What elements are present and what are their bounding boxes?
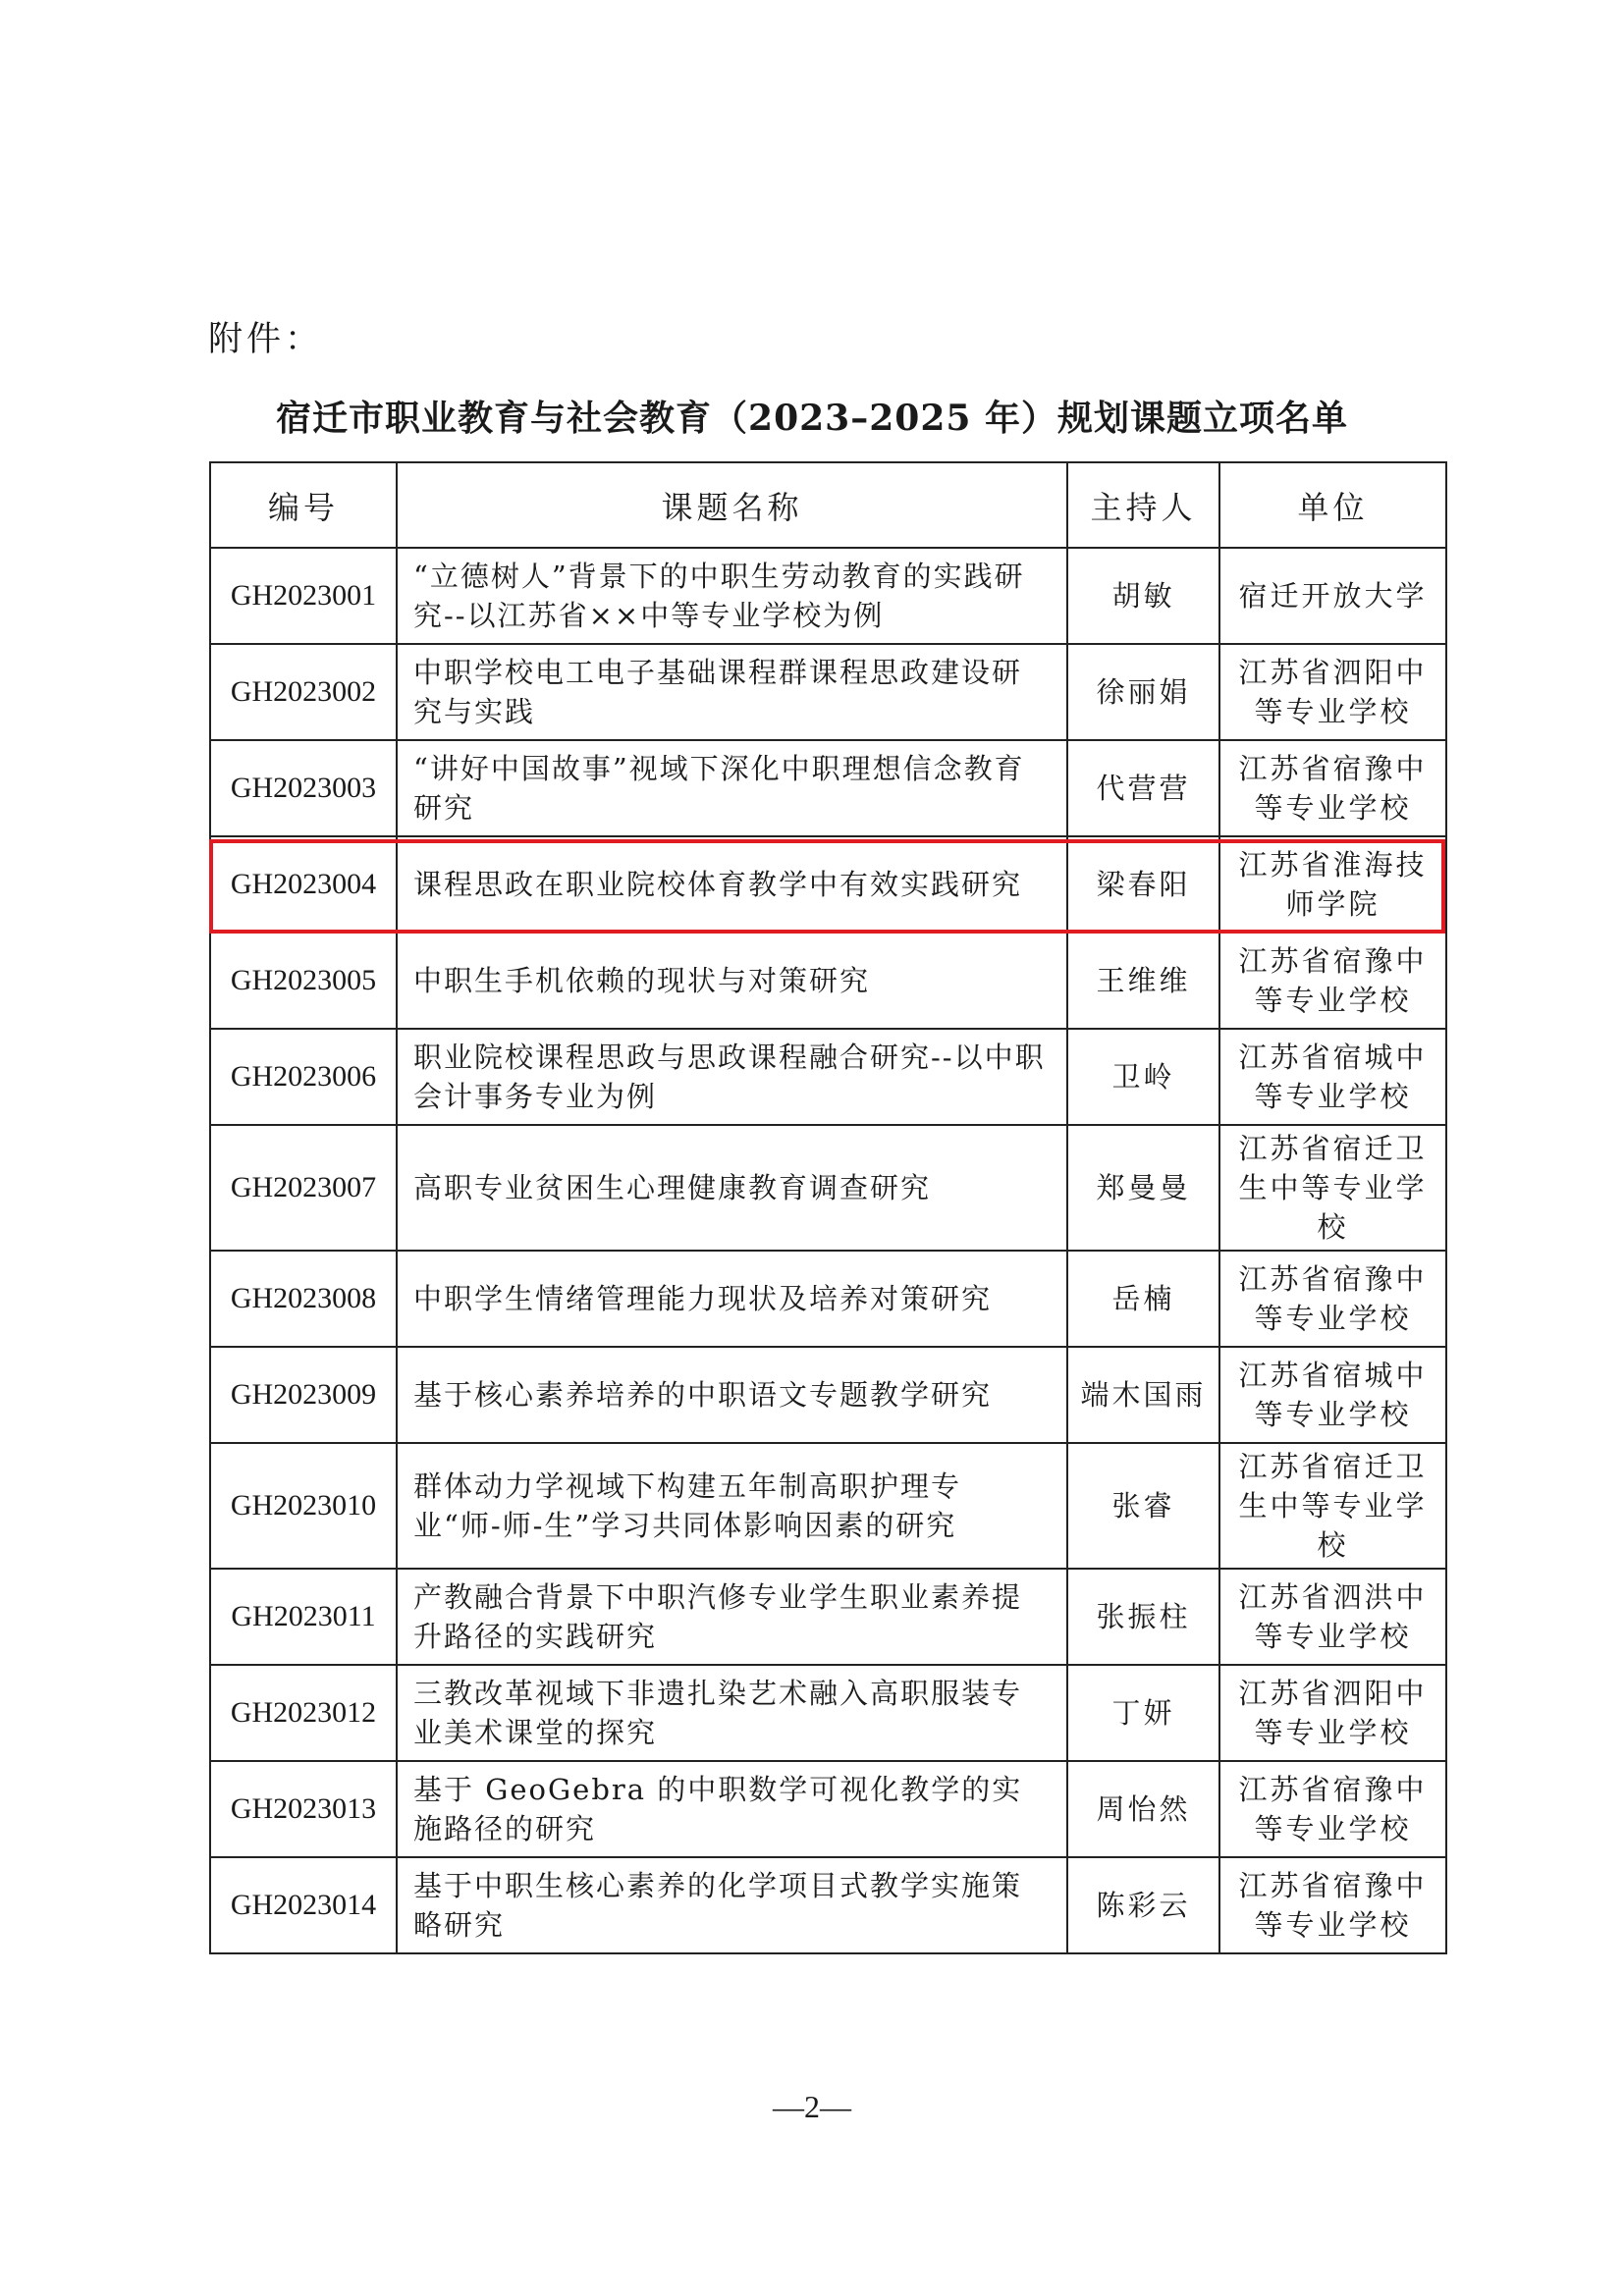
attachment-label: 附件： [208,320,324,359]
cell-code: GH2023009 [210,1347,397,1443]
cell-topic: 中职学校电工电子基础课程群课程思政建设研究与实践 [397,644,1067,740]
cell-unit: 江苏省宿豫中等专业学校 [1219,1251,1446,1347]
cell-topic: “立德树人”背景下的中职生劳动教育的实践研究--以江苏省××中等专业学校为例 [397,548,1067,644]
cell-unit: 江苏省淮海技师学院 [1219,836,1446,933]
cell-person: 徐丽娟 [1067,644,1219,740]
cell-topic: 课程思政在职业院校体育教学中有效实践研究 [397,836,1067,933]
cell-unit: 江苏省宿城中等专业学校 [1219,1347,1446,1443]
cell-unit: 江苏省宿豫中等专业学校 [1219,933,1446,1029]
cell-person: 王维维 [1067,933,1219,1029]
cell-topic: 基于 GeoGebra 的中职数学可视化教学的实施路径的研究 [397,1761,1067,1857]
cell-unit: 江苏省泗阳中等专业学校 [1219,1665,1446,1761]
table-row [210,1569,1446,1665]
header-person: 主持人 [1067,462,1219,548]
header-code: 编号 [210,462,397,548]
cell-person: 郑曼曼 [1067,1125,1219,1251]
cell-topic: 三教改革视域下非遗扎染艺术融入高职服装专业美术课堂的探究 [397,1665,1067,1761]
cell-topic: 中职学生情绪管理能力现状及培养对策研究 [397,1251,1067,1347]
table-row [210,1347,1446,1443]
table-row [210,1125,1446,1251]
cell-unit: 宿迁开放大学 [1219,548,1446,644]
cell-unit: 江苏省宿迁卫生中等专业学校 [1219,1443,1446,1569]
cell-code: GH2023014 [210,1857,397,1953]
cell-unit: 江苏省宿迁卫生中等专业学校 [1219,1125,1446,1251]
project-table [209,461,1447,1954]
cell-code: GH2023006 [210,1029,397,1125]
cell-topic: 群体动力学视域下构建五年制高职护理专业“师-师-生”学习共同体影响因素的研究 [397,1443,1067,1569]
cell-person: 丁妍 [1067,1665,1219,1761]
cell-unit: 江苏省宿豫中等专业学校 [1219,1761,1446,1857]
cell-code: GH2023004 [210,836,397,933]
cell-code: GH2023011 [210,1569,397,1665]
cell-topic: 高职专业贫困生心理健康教育调查研究 [397,1125,1067,1251]
cell-unit: 江苏省泗洪中等专业学校 [1219,1569,1446,1665]
cell-topic: 中职生手机依赖的现状与对策研究 [397,933,1067,1029]
table-row [210,740,1446,836]
cell-code: GH2023008 [210,1251,397,1347]
page-number: —2— [773,2089,851,2124]
cell-code: GH2023012 [210,1665,397,1761]
table-row [210,644,1446,740]
cell-topic: “讲好中国故事”视域下深化中职理想信念教育研究 [397,740,1067,836]
header-unit: 单位 [1219,462,1446,548]
cell-person: 卫岭 [1067,1029,1219,1125]
table-row [210,1029,1446,1125]
table-row [210,1665,1446,1761]
header-topic: 课题名称 [397,462,1067,548]
document-title: 宿迁市职业教育与社会教育（2023–2025 年）规划课题立项名单 [276,398,1348,439]
cell-topic: 职业院校课程思政与思政课程融合研究--以中职会计事务专业为例 [397,1029,1067,1125]
table-row [210,1857,1446,1953]
cell-code: GH2023003 [210,740,397,836]
cell-person: 岳楠 [1067,1251,1219,1347]
cell-code: GH2023005 [210,933,397,1029]
highlight-box [209,839,1445,934]
cell-topic: 产教融合背景下中职汽修专业学生职业素养提升路径的实践研究 [397,1569,1067,1665]
cell-unit: 江苏省宿豫中等专业学校 [1219,740,1446,836]
table-row [210,1251,1446,1347]
cell-person: 胡敏 [1067,548,1219,644]
cell-code: GH2023001 [210,548,397,644]
cell-person: 张振柱 [1067,1569,1219,1665]
cell-code: GH2023007 [210,1125,397,1251]
table-header-row [210,462,1446,548]
cell-code: GH2023010 [210,1443,397,1569]
table-row [210,933,1446,1029]
table-row [210,1443,1446,1569]
table-row [210,1761,1446,1857]
cell-person: 陈彩云 [1067,1857,1219,1953]
cell-code: GH2023013 [210,1761,397,1857]
cell-person: 代营营 [1067,740,1219,836]
cell-person: 张睿 [1067,1443,1219,1569]
table-row [210,548,1446,644]
cell-person: 梁春阳 [1067,836,1219,933]
cell-unit: 江苏省宿豫中等专业学校 [1219,1857,1446,1953]
cell-person: 端木国雨 [1067,1347,1219,1443]
cell-unit: 江苏省泗阳中等专业学校 [1219,644,1446,740]
cell-topic: 基于中职生核心素养的化学项目式教学实施策略研究 [397,1857,1067,1953]
cell-topic: 基于核心素养培养的中职语文专题教学研究 [397,1347,1067,1443]
cell-code: GH2023002 [210,644,397,740]
cell-person: 周怡然 [1067,1761,1219,1857]
cell-unit: 江苏省宿城中等专业学校 [1219,1029,1446,1125]
